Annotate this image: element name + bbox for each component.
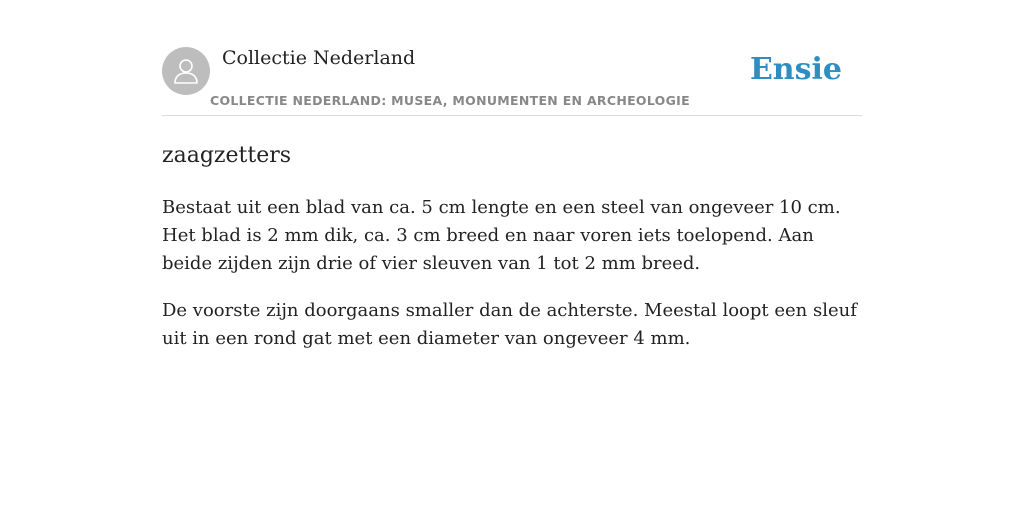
- brand-logo[interactable]: Ensie: [749, 52, 842, 87]
- author-subtitle: COLLECTIE NEDERLAND: MUSEA, MONUMENTEN EN ARCHEOLOGIE: [210, 93, 690, 108]
- page-container: [162, 0, 862, 353]
- entry-header: [162, 0, 862, 116]
- entry-term: zaagzetters: [162, 143, 292, 168]
- entry-paragraph: Bestaat uit een blad van ca. 5 cm lengte en een steel van ongeveer 10 cm. Het blad is 2 mm dik, ca. 3 cm breed en naar voren iets toelopend. Aan beide zijden zijn drie of vier sleuven van 1 tot 2 mm breed.: [162, 197, 841, 274]
- author-name[interactable]: Collectie Nederland: [222, 47, 416, 69]
- entry-paragraph: De voorste zijn doorgaans smaller dan de achterste. Meestal loopt een sleuf uit in een rond gat met een diameter van ongeveer 4 mm.: [162, 300, 857, 349]
- author-avatar[interactable]: [162, 47, 210, 95]
- user-icon: [171, 56, 201, 86]
